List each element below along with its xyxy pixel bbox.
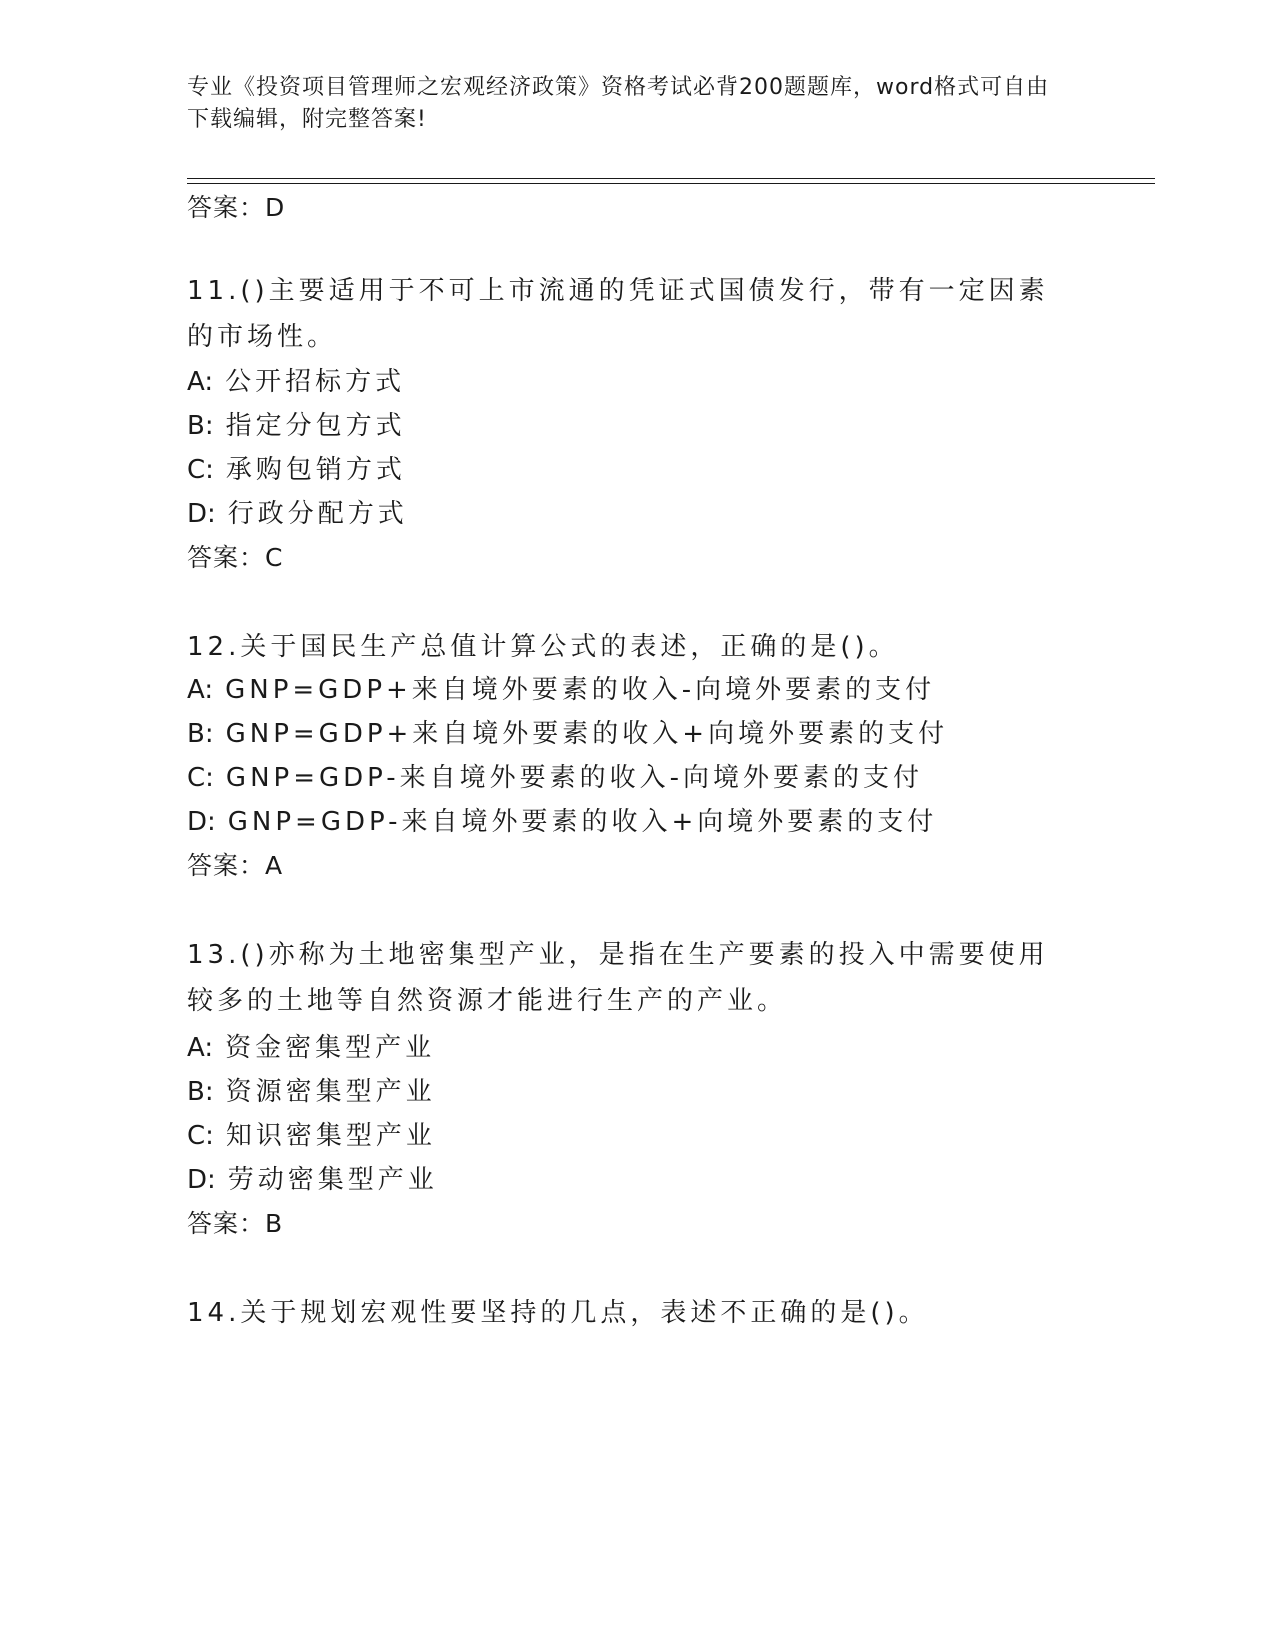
option-label: A: — [187, 675, 214, 705]
answer-10: 答案：D — [187, 193, 286, 222]
question-13-option-d — [187, 1162, 438, 1198]
question-12-option-c — [187, 760, 923, 796]
option-text: 承购包销方式 — [225, 455, 406, 485]
option-label: A: — [187, 367, 214, 397]
option-label: B: — [187, 411, 214, 441]
option-text: 资金密集型产业 — [225, 1033, 436, 1063]
option-label: B: — [187, 1077, 214, 1107]
option-text: 公开招标方式 — [225, 367, 406, 397]
answer-12: 答案：A — [187, 851, 284, 880]
question-11-option-a — [187, 364, 405, 400]
option-label: B: — [187, 719, 214, 749]
question-12-stem: 12.关于国民生产总值计算公式的表述，正确的是()。 — [187, 632, 899, 662]
option-text: GNP=GDP-来自境外要素的收入+向境外要素的支付 — [227, 807, 938, 837]
question-12-option-a — [187, 672, 935, 708]
option-label: A: — [187, 1033, 214, 1063]
option-label: D: — [187, 499, 216, 529]
option-text: GNP=GDP-来自境外要素的收入-向境外要素的支付 — [225, 763, 924, 793]
question-14-stem: 14.关于规划宏观性要坚持的几点，表述不正确的是()。 — [187, 1298, 929, 1328]
question-12-option-b — [187, 716, 948, 752]
option-text: 指定分包方式 — [225, 411, 406, 441]
question-13-option-c — [187, 1118, 436, 1154]
option-text: 行政分配方式 — [227, 499, 408, 529]
option-label: D: — [187, 807, 216, 837]
question-11-option-b — [187, 408, 406, 444]
answer-11: 答案：C — [187, 543, 284, 572]
option-label: C: — [187, 1121, 214, 1151]
question-13-stem: 13.()亦称为土地密集型产业，是指在生产要素的投入中需要使用较多的土地等自然资源才能进行生产的产业。 — [187, 940, 1049, 1016]
question-13-option-b — [187, 1074, 436, 1110]
header-rule-bottom — [187, 183, 1155, 184]
option-text: GNP=GDP+来自境外要素的收入-向境外要素的支付 — [225, 675, 936, 705]
question-11-stem: 11.()主要适用于不可上市流通的凭证式国债发行，带有一定因素的市场性。 — [187, 276, 1049, 352]
option-text: 劳动密集型产业 — [227, 1165, 438, 1195]
option-text: 知识密集型产业 — [225, 1121, 436, 1151]
header-rule-top — [187, 178, 1155, 179]
question-13-option-a — [187, 1030, 435, 1066]
document-header: 专业《投资项目管理师之宏观经济政策》资格考试必背200题题库，word格式可自由下载编辑，附完整答案! — [187, 75, 1050, 132]
option-text: GNP=GDP+来自境外要素的收入+向境外要素的支付 — [225, 719, 949, 749]
option-label: C: — [187, 455, 214, 485]
option-label: C: — [187, 763, 214, 793]
option-text: 资源密集型产业 — [225, 1077, 436, 1107]
question-12-option-d — [187, 804, 937, 840]
question-11-option-d — [187, 496, 408, 532]
answer-13: 答案：B — [187, 1209, 284, 1238]
option-label: D: — [187, 1165, 216, 1195]
question-11-option-c — [187, 452, 406, 488]
